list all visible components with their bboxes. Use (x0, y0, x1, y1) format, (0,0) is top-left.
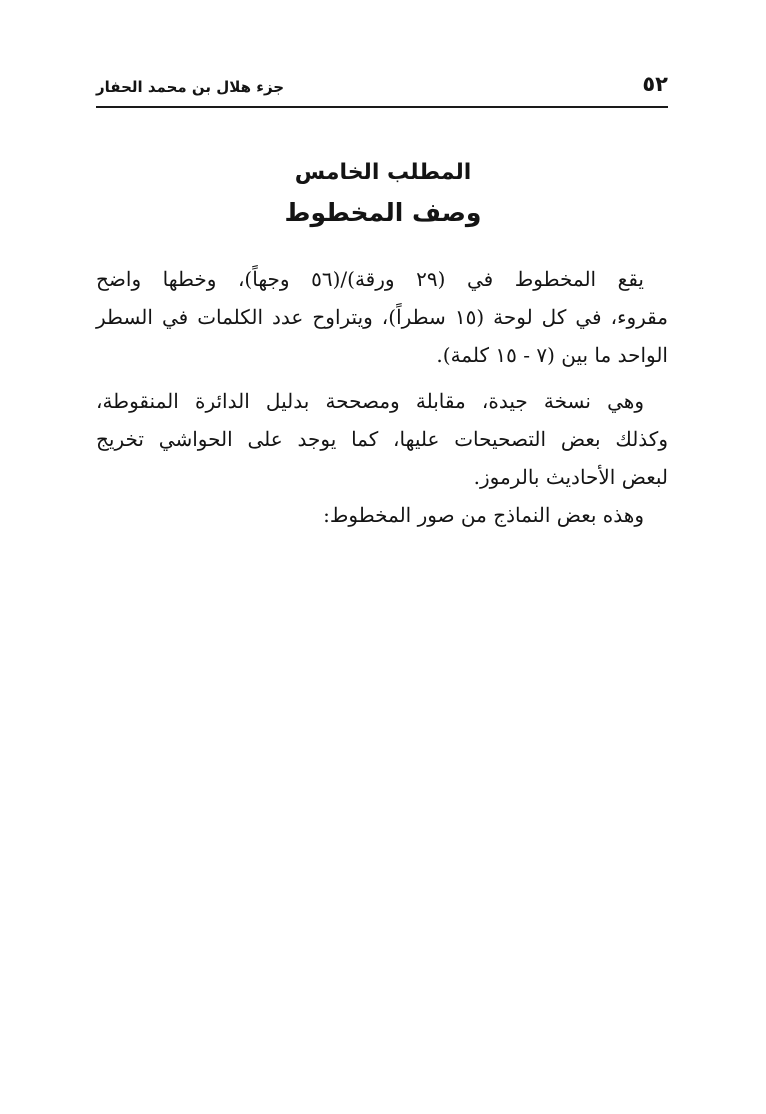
text-line: وهي نسخة جيدة، مقابلة ومصححة بدليل الدائرة المنقوطة، (96, 389, 644, 413)
body-text (96, 260, 668, 534)
paragraph (96, 496, 668, 534)
section-title: وصف المخطوط (284, 198, 482, 227)
book-title: جزء هلال بن محمد الحفار (96, 78, 285, 96)
section-heading: المطلب الخامس (294, 160, 472, 185)
text-line: وكذلك بعض التصحيحات عليها، كما يوجد على الحواشي تخريج (96, 427, 668, 451)
text-line: وهذه بعض النماذج من صور المخطوط: (323, 503, 644, 527)
page-number: ٥٢ (642, 72, 668, 96)
text-line: الواحد ما بين (٧ - ١٥ كلمة). (436, 343, 668, 367)
paragraph (96, 382, 668, 496)
text-line: مقروء، في كل لوحة (١٥ سطراً)، ويتراوح عدد الكلمات في السطر (96, 305, 668, 329)
text-line: يقع المخطوط في (٢٩ ورقة)/(٥٦ وجهاً)، وخطها واضح (96, 267, 645, 291)
text-line: لبعض الأحاديث بالرموز. (473, 465, 668, 489)
running-header (96, 66, 668, 108)
paragraph (96, 260, 668, 374)
